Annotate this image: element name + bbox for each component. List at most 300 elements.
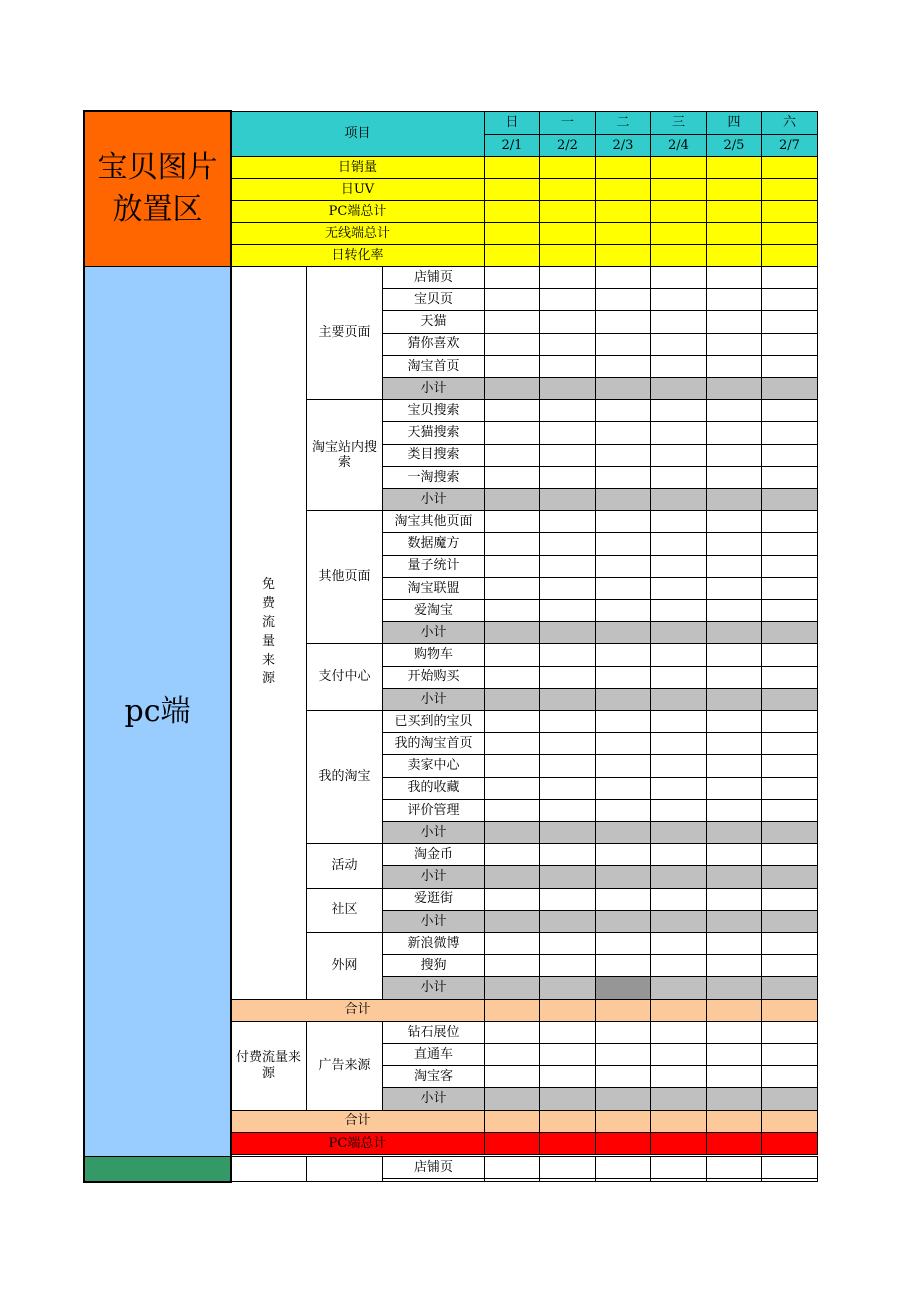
next-row-1-cell-6[interactable] <box>761 1156 818 1179</box>
free-subtotal-7-cell-1[interactable] <box>484 976 540 999</box>
summary-row-4-cell-5[interactable] <box>706 222 762 245</box>
free-5-0-cell-5[interactable] <box>706 843 762 866</box>
free-0-2-cell-1[interactable] <box>484 310 540 333</box>
paid-0-1-cell-6[interactable] <box>761 1043 818 1066</box>
free-5-0-cell-3[interactable] <box>595 843 651 866</box>
free-3-1-cell-2[interactable] <box>539 666 596 689</box>
free-subtotal-1-cell-6[interactable] <box>761 488 818 511</box>
free-2-4-cell-1[interactable] <box>484 599 540 622</box>
free-0-1-cell-4[interactable] <box>650 288 707 311</box>
free-0-0-cell-1[interactable] <box>484 266 540 289</box>
paid-total-cell-5[interactable] <box>706 1110 762 1133</box>
free-subtotal-3-cell-2[interactable] <box>539 688 596 711</box>
item-label-text: 评价管理 <box>407 802 460 818</box>
free-3-0-cell-6[interactable] <box>761 643 818 666</box>
summary-row-3-cell-5[interactable] <box>706 200 762 223</box>
free-0-3-cell-3[interactable] <box>595 333 651 356</box>
free-2-2-cell-5[interactable] <box>706 555 762 578</box>
next-row-1-cell-2[interactable] <box>539 1156 596 1179</box>
free-2-4-cell-2[interactable] <box>539 599 596 622</box>
free-4-4-cell-1[interactable] <box>484 799 540 822</box>
free-7-0-cell-6[interactable] <box>761 932 818 955</box>
free-4-2-cell-1[interactable] <box>484 754 540 777</box>
free-0-1-cell-2[interactable] <box>539 288 596 311</box>
summary-row-3-cell-6[interactable] <box>761 200 818 223</box>
summary-row-3-cell-1[interactable] <box>484 200 540 223</box>
free-4-3-cell-3[interactable] <box>595 777 651 800</box>
free-4-3-cell-4[interactable] <box>650 777 707 800</box>
free-subtotal-1-cell-2[interactable] <box>539 488 596 511</box>
paid-subtotal-0-cell-1[interactable] <box>484 1087 540 1110</box>
free-4-4-cell-4[interactable] <box>650 799 707 822</box>
summary-row-3-cell-3[interactable] <box>595 200 651 223</box>
free-4-4-cell-5[interactable] <box>706 799 762 822</box>
free-2-4-cell-6[interactable] <box>761 599 818 622</box>
free-1-2-cell-3[interactable] <box>595 444 651 467</box>
free-5-0-cell-2[interactable] <box>539 843 596 866</box>
free-0-4-cell-1[interactable] <box>484 355 540 378</box>
summary-row-2-cell-6[interactable] <box>761 178 818 201</box>
free-4-0-cell-5[interactable] <box>706 710 762 733</box>
paid-subtotal-0-cell-4[interactable] <box>650 1087 707 1110</box>
free-4-0-cell-3[interactable] <box>595 710 651 733</box>
free-subtotal-0-cell-6[interactable] <box>761 377 818 400</box>
summary-row-4-cell-2[interactable] <box>539 222 596 245</box>
paid-subtotal-0-cell-3[interactable] <box>595 1087 651 1110</box>
free-4-3-cell-1[interactable] <box>484 777 540 800</box>
paid-total-cell-3[interactable] <box>595 1110 651 1133</box>
free-4-1-cell-5[interactable] <box>706 732 762 755</box>
next-row-1-cell-5[interactable] <box>706 1156 762 1179</box>
next-row-2-cell-1[interactable] <box>484 1178 540 1182</box>
free-2-0-cell-2[interactable] <box>539 510 596 533</box>
free-1-1-cell-4[interactable] <box>650 421 707 444</box>
free-subtotal-3-cell-1[interactable] <box>484 688 540 711</box>
summary-row-1-cell-6[interactable] <box>761 156 818 179</box>
free-1-3-cell-2[interactable] <box>539 466 596 489</box>
free-0-1-cell-6[interactable] <box>761 288 818 311</box>
free-1-3-cell-6[interactable] <box>761 466 818 489</box>
free-0-2-cell-6[interactable] <box>761 310 818 333</box>
free-3-1-cell-4[interactable] <box>650 666 707 689</box>
free-total-cell-4[interactable] <box>650 999 707 1022</box>
pc-total-cell-6[interactable] <box>761 1132 818 1155</box>
free-1-1-cell-6[interactable] <box>761 421 818 444</box>
item-label <box>382 510 485 533</box>
summary-row-1-cell-2[interactable] <box>539 156 596 179</box>
free-7-0-cell-4[interactable] <box>650 932 707 955</box>
free-0-1-cell-5[interactable] <box>706 288 762 311</box>
free-1-2-cell-2[interactable] <box>539 444 596 467</box>
group-label <box>306 843 383 888</box>
free-subtotal-5-cell-4[interactable] <box>650 865 707 888</box>
item-label-text: 购物车 <box>413 647 453 663</box>
paid-0-2-cell-3[interactable] <box>595 1065 651 1088</box>
paid-0-2-cell-1[interactable] <box>484 1065 540 1088</box>
group-label <box>306 643 383 711</box>
free-3-0-cell-5[interactable] <box>706 643 762 666</box>
free-4-1-cell-3[interactable] <box>595 732 651 755</box>
free-0-2-cell-2[interactable] <box>539 310 596 333</box>
summary-row-4-cell-3[interactable] <box>595 222 651 245</box>
free-subtotal-4-cell-1[interactable] <box>484 821 540 844</box>
free-3-0-cell-1[interactable] <box>484 643 540 666</box>
free-subtotal-4-cell-5[interactable] <box>706 821 762 844</box>
paid-0-2-cell-5[interactable] <box>706 1065 762 1088</box>
free-7-0-cell-3[interactable] <box>595 932 651 955</box>
free-7-1-cell-5[interactable] <box>706 954 762 977</box>
free-total-cell-3[interactable] <box>595 999 651 1022</box>
next-row-2-cell-5[interactable] <box>706 1178 762 1182</box>
free-1-0-cell-6[interactable] <box>761 399 818 422</box>
free-4-1-cell-6[interactable] <box>761 732 818 755</box>
free-2-4-cell-3[interactable] <box>595 599 651 622</box>
paid-0-1-cell-4[interactable] <box>650 1043 707 1066</box>
paid-total-cell-6[interactable] <box>761 1110 818 1133</box>
paid-0-2-cell-2[interactable] <box>539 1065 596 1088</box>
free-3-1-cell-5[interactable] <box>706 666 762 689</box>
free-4-0-cell-4[interactable] <box>650 710 707 733</box>
free-0-0-cell-2[interactable] <box>539 266 596 289</box>
free-subtotal-6-cell-4[interactable] <box>650 910 707 933</box>
free-2-3-cell-5[interactable] <box>706 577 762 600</box>
free-2-2-cell-2[interactable] <box>539 555 596 578</box>
summary-row-2-cell-1[interactable] <box>484 178 540 201</box>
free-subtotal-7-cell-6[interactable] <box>761 976 818 999</box>
free-6-0-cell-6[interactable] <box>761 888 818 911</box>
summary-row-5-cell-3[interactable] <box>595 244 651 267</box>
item-label <box>382 843 485 866</box>
free-6-0-cell-4[interactable] <box>650 888 707 911</box>
next-row-1-cell-1[interactable] <box>484 1156 540 1179</box>
free-1-3-cell-1[interactable] <box>484 466 540 489</box>
paid-0-0-cell-3[interactable] <box>595 1021 651 1044</box>
free-3-1-cell-3[interactable] <box>595 666 651 689</box>
free-2-0-cell-6[interactable] <box>761 510 818 533</box>
free-2-1-cell-5[interactable] <box>706 532 762 555</box>
paid-0-2-cell-6[interactable] <box>761 1065 818 1088</box>
paid-total-cell-1[interactable] <box>484 1110 540 1133</box>
free-7-0-cell-5[interactable] <box>706 932 762 955</box>
free-5-0-cell-6[interactable] <box>761 843 818 866</box>
item-label <box>382 1065 485 1088</box>
header-item-label <box>230 111 485 157</box>
free-2-2-cell-6[interactable] <box>761 555 818 578</box>
pc-total-cell-3[interactable] <box>595 1132 651 1155</box>
summary-row-5-cell-4[interactable] <box>650 244 707 267</box>
header-date <box>539 134 596 157</box>
free-4-2-cell-4[interactable] <box>650 754 707 777</box>
summary-row-3-cell-4[interactable] <box>650 200 707 223</box>
free-subtotal-0-cell-3[interactable] <box>595 377 651 400</box>
free-1-0-cell-3[interactable] <box>595 399 651 422</box>
paid-0-0-cell-6[interactable] <box>761 1021 818 1044</box>
free-subtotal-7-cell-5[interactable] <box>706 976 762 999</box>
paid-subtotal-0-cell-6[interactable] <box>761 1087 818 1110</box>
free-3-1-cell-1[interactable] <box>484 666 540 689</box>
free-4-2-cell-6[interactable] <box>761 754 818 777</box>
free-0-0-cell-6[interactable] <box>761 266 818 289</box>
free-subtotal-6-cell-5[interactable] <box>706 910 762 933</box>
free-1-2-cell-6[interactable] <box>761 444 818 467</box>
header-date-text: 2/3 <box>612 137 634 153</box>
group-label <box>306 710 383 844</box>
free-subtotal-5-cell-1[interactable] <box>484 865 540 888</box>
free-4-4-cell-6[interactable] <box>761 799 818 822</box>
item-label-text: 数据魔方 <box>407 536 460 552</box>
pc-total-cell-5[interactable] <box>706 1132 762 1155</box>
summary-row-5-cell-1[interactable] <box>484 244 540 267</box>
paid-0-1-cell-1[interactable] <box>484 1043 540 1066</box>
free-2-1-cell-4[interactable] <box>650 532 707 555</box>
summary-row-4-cell-1[interactable] <box>484 222 540 245</box>
paid-0-0-cell-5[interactable] <box>706 1021 762 1044</box>
free-subtotal-2-cell-2[interactable] <box>539 621 596 644</box>
free-0-1-cell-3[interactable] <box>595 288 651 311</box>
free-6-0-cell-3[interactable] <box>595 888 651 911</box>
next-row-1-cell-3[interactable] <box>595 1156 651 1179</box>
free-4-2-cell-5[interactable] <box>706 754 762 777</box>
free-subtotal-0-cell-5[interactable] <box>706 377 762 400</box>
header-date <box>650 134 707 157</box>
free-7-1-cell-6[interactable] <box>761 954 818 977</box>
free-0-2-cell-5[interactable] <box>706 310 762 333</box>
summary-row-5-cell-2[interactable] <box>539 244 596 267</box>
free-1-2-cell-5[interactable] <box>706 444 762 467</box>
free-0-3-cell-1[interactable] <box>484 333 540 356</box>
free-subtotal-5-cell-3[interactable] <box>595 865 651 888</box>
pc-total-cell-1[interactable] <box>484 1132 540 1155</box>
free-2-3-cell-6[interactable] <box>761 577 818 600</box>
free-2-3-cell-2[interactable] <box>539 577 596 600</box>
free-4-0-cell-2[interactable] <box>539 710 596 733</box>
next-row-2-cell-4[interactable] <box>650 1178 707 1182</box>
free-0-3-cell-6[interactable] <box>761 333 818 356</box>
free-subtotal-6-cell-6[interactable] <box>761 910 818 933</box>
free-3-0-cell-3[interactable] <box>595 643 651 666</box>
free-1-3-cell-4[interactable] <box>650 466 707 489</box>
free-total-cell-2[interactable] <box>539 999 596 1022</box>
free-subtotal-6-cell-1[interactable] <box>484 910 540 933</box>
free-1-0-cell-5[interactable] <box>706 399 762 422</box>
free-0-4-cell-2[interactable] <box>539 355 596 378</box>
free-subtotal-0-cell-1[interactable] <box>484 377 540 400</box>
free-subtotal-3-cell-3[interactable] <box>595 688 651 711</box>
free-total-cell-5[interactable] <box>706 999 762 1022</box>
free-3-0-cell-4[interactable] <box>650 643 707 666</box>
header-date <box>761 134 818 157</box>
paid-0-0-cell-2[interactable] <box>539 1021 596 1044</box>
free-subtotal-2-cell-4[interactable] <box>650 621 707 644</box>
free-1-0-cell-1[interactable] <box>484 399 540 422</box>
free-4-1-cell-2[interactable] <box>539 732 596 755</box>
free-4-0-cell-6[interactable] <box>761 710 818 733</box>
free-0-2-cell-3[interactable] <box>595 310 651 333</box>
free-1-3-cell-5[interactable] <box>706 466 762 489</box>
free-subtotal-4-cell-6[interactable] <box>761 821 818 844</box>
free-0-0-cell-5[interactable] <box>706 266 762 289</box>
free-3-1-cell-6[interactable] <box>761 666 818 689</box>
summary-row-1-cell-5[interactable] <box>706 156 762 179</box>
free-0-2-cell-4[interactable] <box>650 310 707 333</box>
paid-0-0-cell-1[interactable] <box>484 1021 540 1044</box>
free-total-cell-6[interactable] <box>761 999 818 1022</box>
summary-row-4-cell-4[interactable] <box>650 222 707 245</box>
free-subtotal-5-cell-2[interactable] <box>539 865 596 888</box>
free-subtotal-2-cell-1[interactable] <box>484 621 540 644</box>
free-subtotal-4-cell-4[interactable] <box>650 821 707 844</box>
paid-0-1-cell-3[interactable] <box>595 1043 651 1066</box>
free-6-0-cell-1[interactable] <box>484 888 540 911</box>
pc-total-cell-2[interactable] <box>539 1132 596 1155</box>
free-2-3-cell-3[interactable] <box>595 577 651 600</box>
next-row-2-cell-2[interactable] <box>539 1178 596 1182</box>
free-2-2-cell-1[interactable] <box>484 555 540 578</box>
summary-row-1-cell-4[interactable] <box>650 156 707 179</box>
summary-row-1-cell-3[interactable] <box>595 156 651 179</box>
pc-total-cell-4[interactable] <box>650 1132 707 1155</box>
item-label-text: 店铺页 <box>413 1159 453 1175</box>
free-1-1-cell-2[interactable] <box>539 421 596 444</box>
item-label <box>382 643 485 666</box>
free-2-3-cell-1[interactable] <box>484 577 540 600</box>
free-7-1-cell-4[interactable] <box>650 954 707 977</box>
item-label <box>382 532 485 555</box>
free-4-2-cell-3[interactable] <box>595 754 651 777</box>
free-subtotal-2-cell-5[interactable] <box>706 621 762 644</box>
free-1-1-cell-5[interactable] <box>706 421 762 444</box>
free-2-0-cell-5[interactable] <box>706 510 762 533</box>
summary-row-5-cell-5[interactable] <box>706 244 762 267</box>
summary-row-1-cell-1[interactable] <box>484 156 540 179</box>
free-2-0-cell-1[interactable] <box>484 510 540 533</box>
free-7-0-cell-1[interactable] <box>484 932 540 955</box>
free-subtotal-1-cell-1[interactable] <box>484 488 540 511</box>
free-0-4-cell-3[interactable] <box>595 355 651 378</box>
free-0-3-cell-4[interactable] <box>650 333 707 356</box>
free-subtotal-7-cell-3[interactable] <box>595 976 651 999</box>
free-2-1-cell-3[interactable] <box>595 532 651 555</box>
free-0-4-cell-4[interactable] <box>650 355 707 378</box>
free-total-cell-1[interactable] <box>484 999 540 1022</box>
free-0-3-cell-2[interactable] <box>539 333 596 356</box>
free-1-2-cell-4[interactable] <box>650 444 707 467</box>
free-subtotal-3-cell-6[interactable] <box>761 688 818 711</box>
free-subtotal-4-cell-2[interactable] <box>539 821 596 844</box>
free-7-1-cell-2[interactable] <box>539 954 596 977</box>
summary-row-2-cell-5[interactable] <box>706 178 762 201</box>
free-0-0-cell-4[interactable] <box>650 266 707 289</box>
free-4-3-cell-5[interactable] <box>706 777 762 800</box>
free-7-1-cell-1[interactable] <box>484 954 540 977</box>
free-4-1-cell-4[interactable] <box>650 732 707 755</box>
free-subtotal-7-cell-2[interactable] <box>539 976 596 999</box>
free-1-0-cell-4[interactable] <box>650 399 707 422</box>
paid-0-2-cell-4[interactable] <box>650 1065 707 1088</box>
summary-row-3-cell-2[interactable] <box>539 200 596 223</box>
paid-0-1-cell-2[interactable] <box>539 1043 596 1066</box>
free-0-1-cell-1[interactable] <box>484 288 540 311</box>
free-1-0-cell-2[interactable] <box>539 399 596 422</box>
free-2-4-cell-5[interactable] <box>706 599 762 622</box>
paid-subtotal-0-cell-2[interactable] <box>539 1087 596 1110</box>
free-subtotal-6-cell-2[interactable] <box>539 910 596 933</box>
free-1-1-cell-1[interactable] <box>484 421 540 444</box>
next-row-2-cell-3[interactable] <box>595 1178 651 1182</box>
next-row-1-cell-4[interactable] <box>650 1156 707 1179</box>
free-subtotal-6-cell-3[interactable] <box>595 910 651 933</box>
free-0-0-cell-3[interactable] <box>595 266 651 289</box>
free-2-1-cell-1[interactable] <box>484 532 540 555</box>
free-4-4-cell-3[interactable] <box>595 799 651 822</box>
free-2-4-cell-4[interactable] <box>650 599 707 622</box>
free-7-0-cell-2[interactable] <box>539 932 596 955</box>
paid-total-cell-2[interactable] <box>539 1110 596 1133</box>
free-subtotal-4-cell-3[interactable] <box>595 821 651 844</box>
free-2-0-cell-3[interactable] <box>595 510 651 533</box>
free-2-2-cell-3[interactable] <box>595 555 651 578</box>
free-subtotal-0-cell-2[interactable] <box>539 377 596 400</box>
free-2-0-cell-4[interactable] <box>650 510 707 533</box>
free-subtotal-0-cell-4[interactable] <box>650 377 707 400</box>
free-subtotal-2-cell-3[interactable] <box>595 621 651 644</box>
summary-row-5-cell-6[interactable] <box>761 244 818 267</box>
free-1-1-cell-3[interactable] <box>595 421 651 444</box>
paid-total-cell-4[interactable] <box>650 1110 707 1133</box>
free-1-3-cell-3[interactable] <box>595 466 651 489</box>
free-4-2-cell-2[interactable] <box>539 754 596 777</box>
summary-row-2-cell-3[interactable] <box>595 178 651 201</box>
free-1-2-cell-1[interactable] <box>484 444 540 467</box>
free-2-1-cell-2[interactable] <box>539 532 596 555</box>
free-2-1-cell-6[interactable] <box>761 532 818 555</box>
free-2-3-cell-4[interactable] <box>650 577 707 600</box>
group-label <box>306 266 383 400</box>
free-subtotal-1-cell-3[interactable] <box>595 488 651 511</box>
free-subtotal-1-cell-5[interactable] <box>706 488 762 511</box>
free-2-2-cell-4[interactable] <box>650 555 707 578</box>
free-6-0-cell-2[interactable] <box>539 888 596 911</box>
free-4-0-cell-1[interactable] <box>484 710 540 733</box>
free-3-0-cell-2[interactable] <box>539 643 596 666</box>
free-4-3-cell-2[interactable] <box>539 777 596 800</box>
free-subtotal-7-cell-4[interactable] <box>650 976 707 999</box>
free-subtotal-1-cell-4[interactable] <box>650 488 707 511</box>
free-4-4-cell-2[interactable] <box>539 799 596 822</box>
summary-row-2-cell-2[interactable] <box>539 178 596 201</box>
free-5-0-cell-4[interactable] <box>650 843 707 866</box>
free-4-3-cell-6[interactable] <box>761 777 818 800</box>
free-subtotal-5-cell-6[interactable] <box>761 865 818 888</box>
summary-row-2-cell-4[interactable] <box>650 178 707 201</box>
free-subtotal-3-cell-5[interactable] <box>706 688 762 711</box>
free-subtotal-5-cell-5[interactable] <box>706 865 762 888</box>
free-subtotal-3-cell-4[interactable] <box>650 688 707 711</box>
paid-subtotal-0-cell-5[interactable] <box>706 1087 762 1110</box>
free-subtotal-2-cell-6[interactable] <box>761 621 818 644</box>
paid-0-1-cell-5[interactable] <box>706 1043 762 1066</box>
paid-0-0-cell-4[interactable] <box>650 1021 707 1044</box>
free-6-0-cell-5[interactable] <box>706 888 762 911</box>
free-5-0-cell-1[interactable] <box>484 843 540 866</box>
next-row-2-cell-6[interactable] <box>761 1178 818 1182</box>
free-0-4-cell-5[interactable] <box>706 355 762 378</box>
free-0-3-cell-5[interactable] <box>706 333 762 356</box>
free-7-1-cell-3[interactable] <box>595 954 651 977</box>
free-0-4-cell-6[interactable] <box>761 355 818 378</box>
free-4-1-cell-1[interactable] <box>484 732 540 755</box>
summary-row-4-cell-6[interactable] <box>761 222 818 245</box>
